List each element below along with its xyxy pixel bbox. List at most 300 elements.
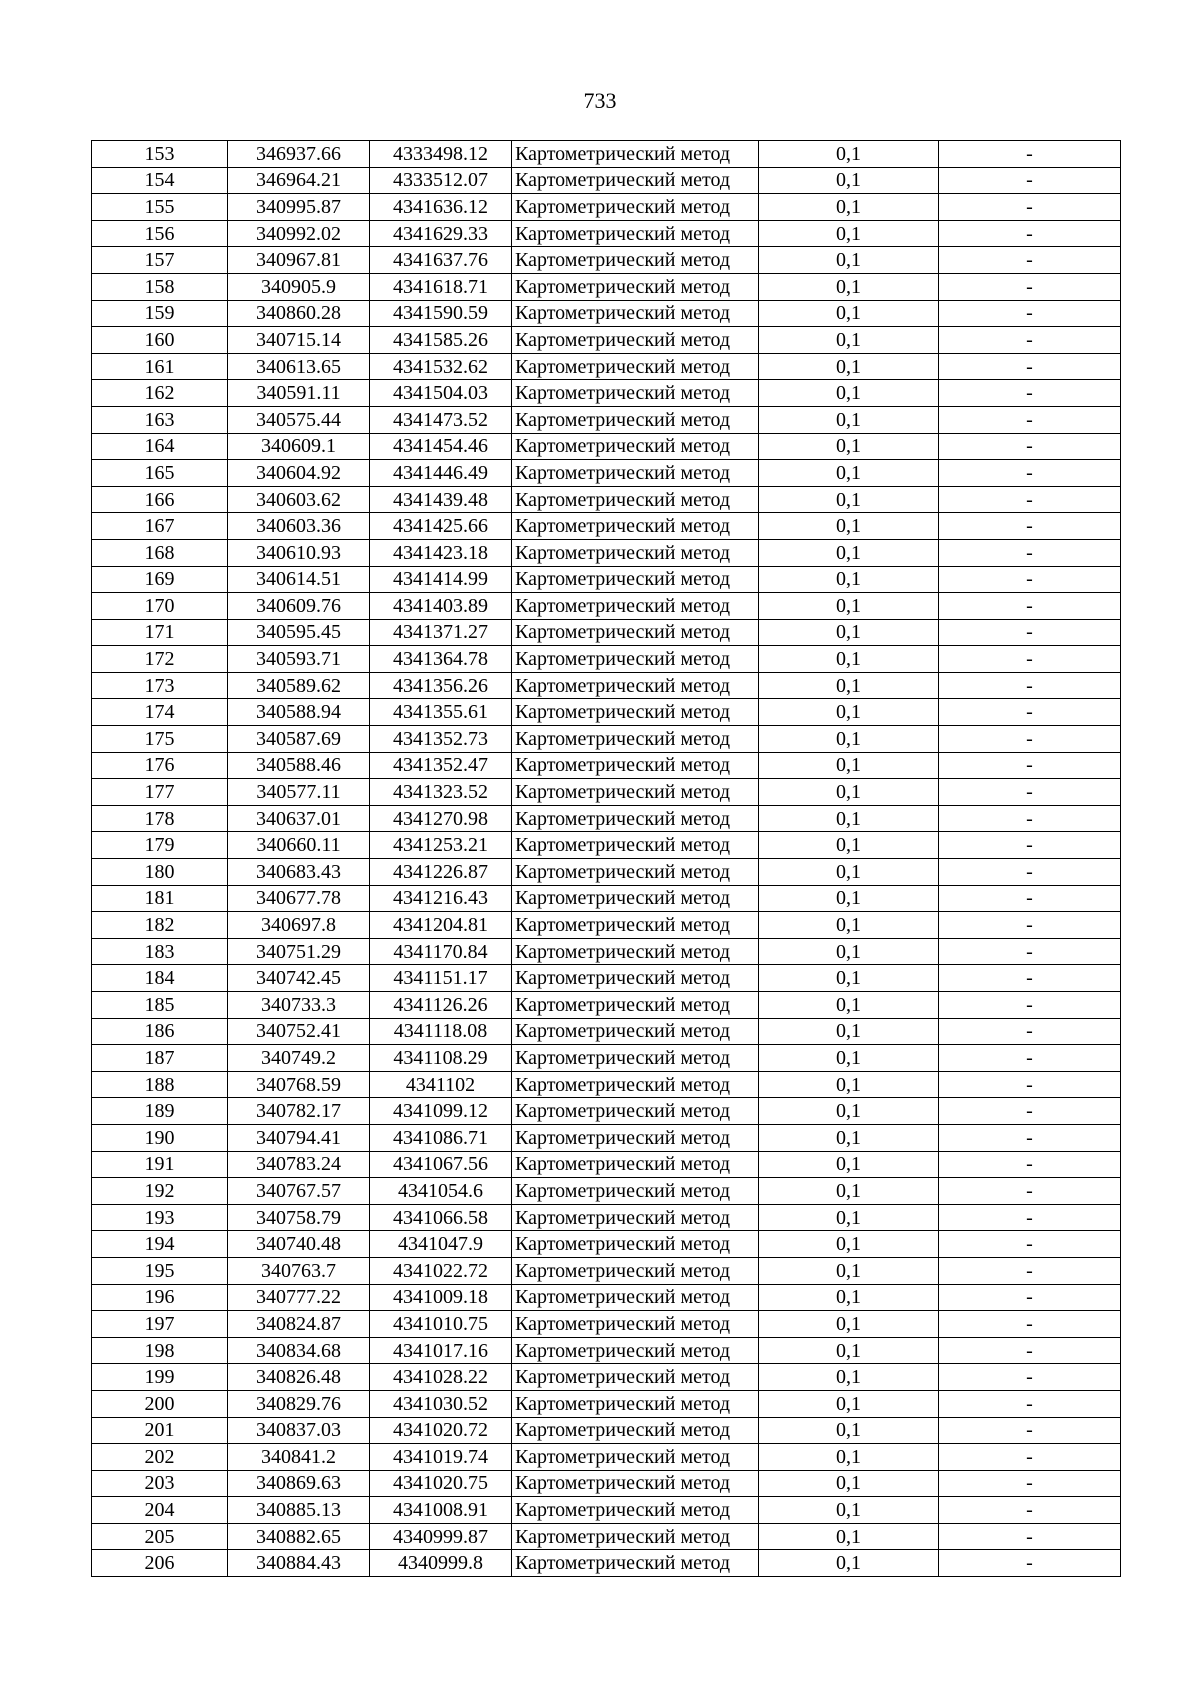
- table-row: [92, 220, 1121, 247]
- x-coordinate-cell: 340882.65: [228, 1523, 370, 1550]
- method-cell: Картометрический метод: [512, 327, 759, 354]
- point-number-cell: 190: [92, 1124, 228, 1151]
- accuracy-cell: 0,1: [759, 1257, 939, 1284]
- note-cell: -: [939, 167, 1121, 194]
- y-coordinate-cell: 4341371.27: [370, 619, 512, 646]
- table-row: [92, 1151, 1121, 1178]
- note-cell: -: [939, 1550, 1121, 1577]
- method-cell: Картометрический метод: [512, 513, 759, 540]
- x-coordinate-cell: 340591.11: [228, 380, 370, 407]
- point-number-cell: 164: [92, 433, 228, 460]
- y-coordinate-cell: 4341151.17: [370, 965, 512, 992]
- point-number-cell: 177: [92, 779, 228, 806]
- note-cell: -: [939, 1497, 1121, 1524]
- table-row: [92, 141, 1121, 168]
- y-coordinate-cell: 4341473.52: [370, 406, 512, 433]
- table-row: [92, 1204, 1121, 1231]
- note-cell: -: [939, 433, 1121, 460]
- table-row: [92, 672, 1121, 699]
- table-row: [92, 460, 1121, 487]
- accuracy-cell: 0,1: [759, 1444, 939, 1471]
- table-row: [92, 1231, 1121, 1258]
- x-coordinate-cell: 340826.48: [228, 1364, 370, 1391]
- method-cell: Картометрический метод: [512, 1417, 759, 1444]
- point-number-cell: 187: [92, 1045, 228, 1072]
- note-cell: -: [939, 1124, 1121, 1151]
- note-cell: -: [939, 992, 1121, 1019]
- method-cell: Картометрический метод: [512, 1124, 759, 1151]
- accuracy-cell: 0,1: [759, 1550, 939, 1577]
- note-cell: -: [939, 247, 1121, 274]
- point-number-cell: 171: [92, 619, 228, 646]
- table-row: [92, 805, 1121, 832]
- method-cell: Картометрический метод: [512, 1071, 759, 1098]
- x-coordinate-cell: 340609.1: [228, 433, 370, 460]
- y-coordinate-cell: 4341629.33: [370, 220, 512, 247]
- y-coordinate-cell: 4341008.91: [370, 1497, 512, 1524]
- y-coordinate-cell: 4341504.03: [370, 380, 512, 407]
- point-number-cell: 179: [92, 832, 228, 859]
- point-number-cell: 191: [92, 1151, 228, 1178]
- y-coordinate-cell: 4341364.78: [370, 646, 512, 673]
- table-row: [92, 593, 1121, 620]
- table-row: [92, 566, 1121, 593]
- x-coordinate-cell: 340992.02: [228, 220, 370, 247]
- y-coordinate-cell: 4341066.58: [370, 1204, 512, 1231]
- point-number-cell: 195: [92, 1257, 228, 1284]
- point-number-cell: 202: [92, 1444, 228, 1471]
- accuracy-cell: 0,1: [759, 433, 939, 460]
- x-coordinate-cell: 340967.81: [228, 247, 370, 274]
- method-cell: Картометрический метод: [512, 141, 759, 168]
- point-number-cell: 175: [92, 726, 228, 753]
- point-number-cell: 176: [92, 752, 228, 779]
- accuracy-cell: 0,1: [759, 1337, 939, 1364]
- accuracy-cell: 0,1: [759, 912, 939, 939]
- method-cell: Картометрический метод: [512, 619, 759, 646]
- method-cell: Картометрический метод: [512, 1151, 759, 1178]
- accuracy-cell: 0,1: [759, 646, 939, 673]
- x-coordinate-cell: 340715.14: [228, 327, 370, 354]
- y-coordinate-cell: 4341086.71: [370, 1124, 512, 1151]
- note-cell: -: [939, 619, 1121, 646]
- table-row: [92, 859, 1121, 886]
- table-row: [92, 1178, 1121, 1205]
- x-coordinate-cell: 340588.46: [228, 752, 370, 779]
- method-cell: Картометрический метод: [512, 539, 759, 566]
- method-cell: Картометрический метод: [512, 1364, 759, 1391]
- point-number-cell: 178: [92, 805, 228, 832]
- method-cell: Картометрический метод: [512, 406, 759, 433]
- accuracy-cell: 0,1: [759, 965, 939, 992]
- table-row: [92, 433, 1121, 460]
- y-coordinate-cell: 4341204.81: [370, 912, 512, 939]
- table-row: [92, 380, 1121, 407]
- method-cell: Картометрический метод: [512, 380, 759, 407]
- y-coordinate-cell: 4341022.72: [370, 1257, 512, 1284]
- note-cell: -: [939, 406, 1121, 433]
- y-coordinate-cell: 4341216.43: [370, 885, 512, 912]
- y-coordinate-cell: 4341030.52: [370, 1390, 512, 1417]
- point-number-cell: 198: [92, 1337, 228, 1364]
- point-number-cell: 159: [92, 300, 228, 327]
- method-cell: Картометрический метод: [512, 1311, 759, 1338]
- coordinates-table: [91, 140, 1121, 1577]
- note-cell: -: [939, 752, 1121, 779]
- table-row: [92, 194, 1121, 221]
- note-cell: -: [939, 539, 1121, 566]
- accuracy-cell: 0,1: [759, 752, 939, 779]
- accuracy-cell: 0,1: [759, 619, 939, 646]
- accuracy-cell: 0,1: [759, 194, 939, 221]
- accuracy-cell: 0,1: [759, 593, 939, 620]
- note-cell: -: [939, 300, 1121, 327]
- x-coordinate-cell: 340637.01: [228, 805, 370, 832]
- note-cell: -: [939, 1178, 1121, 1205]
- x-coordinate-cell: 340614.51: [228, 566, 370, 593]
- table-row: [92, 1550, 1121, 1577]
- x-coordinate-cell: 340577.11: [228, 779, 370, 806]
- table-row: [92, 1523, 1121, 1550]
- table-row: [92, 992, 1121, 1019]
- y-coordinate-cell: 4341355.61: [370, 699, 512, 726]
- y-coordinate-cell: 4341170.84: [370, 938, 512, 965]
- y-coordinate-cell: 4341010.75: [370, 1311, 512, 1338]
- note-cell: -: [939, 1311, 1121, 1338]
- accuracy-cell: 0,1: [759, 539, 939, 566]
- method-cell: Картометрический метод: [512, 646, 759, 673]
- y-coordinate-cell: 4341253.21: [370, 832, 512, 859]
- accuracy-cell: 0,1: [759, 672, 939, 699]
- table-row: [92, 1337, 1121, 1364]
- note-cell: -: [939, 1390, 1121, 1417]
- accuracy-cell: 0,1: [759, 726, 939, 753]
- x-coordinate-cell: 340588.94: [228, 699, 370, 726]
- note-cell: -: [939, 380, 1121, 407]
- x-coordinate-cell: 340697.8: [228, 912, 370, 939]
- x-coordinate-cell: 340763.7: [228, 1257, 370, 1284]
- y-coordinate-cell: 4341118.08: [370, 1018, 512, 1045]
- accuracy-cell: 0,1: [759, 380, 939, 407]
- y-coordinate-cell: 4341047.9: [370, 1231, 512, 1258]
- note-cell: -: [939, 938, 1121, 965]
- method-cell: Картометрический метод: [512, 1257, 759, 1284]
- y-coordinate-cell: 4341454.46: [370, 433, 512, 460]
- accuracy-cell: 0,1: [759, 220, 939, 247]
- note-cell: -: [939, 646, 1121, 673]
- accuracy-cell: 0,1: [759, 1497, 939, 1524]
- point-number-cell: 153: [92, 141, 228, 168]
- y-coordinate-cell: 4341054.6: [370, 1178, 512, 1205]
- point-number-cell: 200: [92, 1390, 228, 1417]
- point-number-cell: 160: [92, 327, 228, 354]
- y-coordinate-cell: 4341067.56: [370, 1151, 512, 1178]
- accuracy-cell: 0,1: [759, 1018, 939, 1045]
- accuracy-cell: 0,1: [759, 805, 939, 832]
- table-row: [92, 1390, 1121, 1417]
- y-coordinate-cell: 4341425.66: [370, 513, 512, 540]
- accuracy-cell: 0,1: [759, 992, 939, 1019]
- note-cell: -: [939, 460, 1121, 487]
- point-number-cell: 205: [92, 1523, 228, 1550]
- accuracy-cell: 0,1: [759, 885, 939, 912]
- method-cell: Картометрический метод: [512, 779, 759, 806]
- y-coordinate-cell: 4341102: [370, 1071, 512, 1098]
- table-row: [92, 513, 1121, 540]
- method-cell: Картометрический метод: [512, 1444, 759, 1471]
- accuracy-cell: 0,1: [759, 141, 939, 168]
- accuracy-cell: 0,1: [759, 1523, 939, 1550]
- note-cell: -: [939, 672, 1121, 699]
- table-row: [92, 300, 1121, 327]
- method-cell: Картометрический метод: [512, 859, 759, 886]
- x-coordinate-cell: 340752.41: [228, 1018, 370, 1045]
- accuracy-cell: 0,1: [759, 1151, 939, 1178]
- point-number-cell: 193: [92, 1204, 228, 1231]
- x-coordinate-cell: 340860.28: [228, 300, 370, 327]
- x-coordinate-cell: 340794.41: [228, 1124, 370, 1151]
- note-cell: -: [939, 699, 1121, 726]
- note-cell: -: [939, 1045, 1121, 1072]
- point-number-cell: 165: [92, 460, 228, 487]
- point-number-cell: 163: [92, 406, 228, 433]
- y-coordinate-cell: 4333498.12: [370, 141, 512, 168]
- method-cell: Картометрический метод: [512, 1523, 759, 1550]
- method-cell: Картометрический метод: [512, 433, 759, 460]
- x-coordinate-cell: 340834.68: [228, 1337, 370, 1364]
- method-cell: Картометрический метод: [512, 194, 759, 221]
- accuracy-cell: 0,1: [759, 300, 939, 327]
- note-cell: -: [939, 513, 1121, 540]
- table-row: [92, 406, 1121, 433]
- method-cell: Картометрический метод: [512, 460, 759, 487]
- table-row: [92, 912, 1121, 939]
- table-row: [92, 1284, 1121, 1311]
- accuracy-cell: 0,1: [759, 1178, 939, 1205]
- y-coordinate-cell: 4333512.07: [370, 167, 512, 194]
- accuracy-cell: 0,1: [759, 327, 939, 354]
- method-cell: Картометрический метод: [512, 486, 759, 513]
- accuracy-cell: 0,1: [759, 938, 939, 965]
- table-row: [92, 1497, 1121, 1524]
- x-coordinate-cell: 340677.78: [228, 885, 370, 912]
- note-cell: -: [939, 327, 1121, 354]
- note-cell: -: [939, 1151, 1121, 1178]
- table-row: [92, 1098, 1121, 1125]
- accuracy-cell: 0,1: [759, 406, 939, 433]
- x-coordinate-cell: 340610.93: [228, 539, 370, 566]
- accuracy-cell: 0,1: [759, 1231, 939, 1258]
- x-coordinate-cell: 340589.62: [228, 672, 370, 699]
- y-coordinate-cell: 4341020.75: [370, 1470, 512, 1497]
- method-cell: Картометрический метод: [512, 247, 759, 274]
- x-coordinate-cell: 340837.03: [228, 1417, 370, 1444]
- y-coordinate-cell: 4341532.62: [370, 353, 512, 380]
- method-cell: Картометрический метод: [512, 752, 759, 779]
- table-row: [92, 353, 1121, 380]
- method-cell: Картометрический метод: [512, 1550, 759, 1577]
- method-cell: Картометрический метод: [512, 1045, 759, 1072]
- y-coordinate-cell: 4341585.26: [370, 327, 512, 354]
- x-coordinate-cell: 346937.66: [228, 141, 370, 168]
- note-cell: -: [939, 779, 1121, 806]
- point-number-cell: 156: [92, 220, 228, 247]
- point-number-cell: 173: [92, 672, 228, 699]
- y-coordinate-cell: 4340999.8: [370, 1550, 512, 1577]
- table-row: [92, 539, 1121, 566]
- point-number-cell: 199: [92, 1364, 228, 1391]
- point-number-cell: 183: [92, 938, 228, 965]
- point-number-cell: 181: [92, 885, 228, 912]
- y-coordinate-cell: 4341637.76: [370, 247, 512, 274]
- y-coordinate-cell: 4341439.48: [370, 486, 512, 513]
- method-cell: Картометрический метод: [512, 1390, 759, 1417]
- note-cell: -: [939, 593, 1121, 620]
- method-cell: Картометрический метод: [512, 938, 759, 965]
- point-number-cell: 170: [92, 593, 228, 620]
- y-coordinate-cell: 4341636.12: [370, 194, 512, 221]
- accuracy-cell: 0,1: [759, 486, 939, 513]
- x-coordinate-cell: 340613.65: [228, 353, 370, 380]
- note-cell: -: [939, 726, 1121, 753]
- method-cell: Картометрический метод: [512, 1018, 759, 1045]
- coordinates-table-body: [92, 141, 1121, 1577]
- point-number-cell: 167: [92, 513, 228, 540]
- point-number-cell: 161: [92, 353, 228, 380]
- method-cell: Картометрический метод: [512, 699, 759, 726]
- point-number-cell: 192: [92, 1178, 228, 1205]
- accuracy-cell: 0,1: [759, 1364, 939, 1391]
- point-number-cell: 154: [92, 167, 228, 194]
- point-number-cell: 174: [92, 699, 228, 726]
- table-row: [92, 1311, 1121, 1338]
- x-coordinate-cell: 340767.57: [228, 1178, 370, 1205]
- x-coordinate-cell: 340885.13: [228, 1497, 370, 1524]
- method-cell: Картометрический метод: [512, 1497, 759, 1524]
- note-cell: -: [939, 194, 1121, 221]
- x-coordinate-cell: 340595.45: [228, 619, 370, 646]
- point-number-cell: 186: [92, 1018, 228, 1045]
- method-cell: Картометрический метод: [512, 1337, 759, 1364]
- accuracy-cell: 0,1: [759, 832, 939, 859]
- x-coordinate-cell: 340783.24: [228, 1151, 370, 1178]
- table-row: [92, 1018, 1121, 1045]
- note-cell: -: [939, 353, 1121, 380]
- method-cell: Картометрический метод: [512, 300, 759, 327]
- x-coordinate-cell: 340758.79: [228, 1204, 370, 1231]
- accuracy-cell: 0,1: [759, 273, 939, 300]
- y-coordinate-cell: 4341446.49: [370, 460, 512, 487]
- method-cell: Картометрический метод: [512, 672, 759, 699]
- accuracy-cell: 0,1: [759, 1204, 939, 1231]
- method-cell: Картометрический метод: [512, 832, 759, 859]
- y-coordinate-cell: 4341020.72: [370, 1417, 512, 1444]
- x-coordinate-cell: 340740.48: [228, 1231, 370, 1258]
- point-number-cell: 182: [92, 912, 228, 939]
- table-row: [92, 247, 1121, 274]
- x-coordinate-cell: 340768.59: [228, 1071, 370, 1098]
- page-number: 733: [583, 88, 617, 113]
- y-coordinate-cell: 4341423.18: [370, 539, 512, 566]
- note-cell: -: [939, 912, 1121, 939]
- table-row: [92, 1257, 1121, 1284]
- accuracy-cell: 0,1: [759, 859, 939, 886]
- note-cell: -: [939, 1098, 1121, 1125]
- method-cell: Картометрический метод: [512, 992, 759, 1019]
- y-coordinate-cell: 4341352.73: [370, 726, 512, 753]
- x-coordinate-cell: 340777.22: [228, 1284, 370, 1311]
- y-coordinate-cell: 4341414.99: [370, 566, 512, 593]
- accuracy-cell: 0,1: [759, 1071, 939, 1098]
- accuracy-cell: 0,1: [759, 1124, 939, 1151]
- accuracy-cell: 0,1: [759, 353, 939, 380]
- y-coordinate-cell: 4341352.47: [370, 752, 512, 779]
- method-cell: Картометрический метод: [512, 593, 759, 620]
- table-row: [92, 327, 1121, 354]
- table-row: [92, 1417, 1121, 1444]
- table-row: [92, 167, 1121, 194]
- method-cell: Картометрический метод: [512, 726, 759, 753]
- point-number-cell: 197: [92, 1311, 228, 1338]
- point-number-cell: 157: [92, 247, 228, 274]
- accuracy-cell: 0,1: [759, 1390, 939, 1417]
- table-row: [92, 779, 1121, 806]
- table-row: [92, 619, 1121, 646]
- point-number-cell: 185: [92, 992, 228, 1019]
- accuracy-cell: 0,1: [759, 167, 939, 194]
- point-number-cell: 169: [92, 566, 228, 593]
- x-coordinate-cell: 340782.17: [228, 1098, 370, 1125]
- note-cell: -: [939, 885, 1121, 912]
- accuracy-cell: 0,1: [759, 1417, 939, 1444]
- accuracy-cell: 0,1: [759, 513, 939, 540]
- note-cell: -: [939, 1018, 1121, 1045]
- x-coordinate-cell: 340733.3: [228, 992, 370, 1019]
- table-row: [92, 1124, 1121, 1151]
- y-coordinate-cell: 4341323.52: [370, 779, 512, 806]
- note-cell: -: [939, 1523, 1121, 1550]
- x-coordinate-cell: 340603.62: [228, 486, 370, 513]
- x-coordinate-cell: 340575.44: [228, 406, 370, 433]
- note-cell: -: [939, 1204, 1121, 1231]
- accuracy-cell: 0,1: [759, 460, 939, 487]
- x-coordinate-cell: 340995.87: [228, 194, 370, 221]
- y-coordinate-cell: 4341108.29: [370, 1045, 512, 1072]
- point-number-cell: 203: [92, 1470, 228, 1497]
- x-coordinate-cell: 340829.76: [228, 1390, 370, 1417]
- method-cell: Картометрический метод: [512, 805, 759, 832]
- method-cell: Картометрический метод: [512, 1204, 759, 1231]
- method-cell: Картометрический метод: [512, 1231, 759, 1258]
- note-cell: -: [939, 141, 1121, 168]
- x-coordinate-cell: 340751.29: [228, 938, 370, 965]
- x-coordinate-cell: 340593.71: [228, 646, 370, 673]
- table-row: [92, 1071, 1121, 1098]
- y-coordinate-cell: 4340999.87: [370, 1523, 512, 1550]
- x-coordinate-cell: 340604.92: [228, 460, 370, 487]
- point-number-cell: 184: [92, 965, 228, 992]
- point-number-cell: 168: [92, 539, 228, 566]
- accuracy-cell: 0,1: [759, 1098, 939, 1125]
- accuracy-cell: 0,1: [759, 1045, 939, 1072]
- table-row: [92, 273, 1121, 300]
- method-cell: Картометрический метод: [512, 220, 759, 247]
- x-coordinate-cell: 340749.2: [228, 1045, 370, 1072]
- method-cell: Картометрический метод: [512, 167, 759, 194]
- accuracy-cell: 0,1: [759, 1284, 939, 1311]
- y-coordinate-cell: 4341028.22: [370, 1364, 512, 1391]
- method-cell: Картометрический метод: [512, 1178, 759, 1205]
